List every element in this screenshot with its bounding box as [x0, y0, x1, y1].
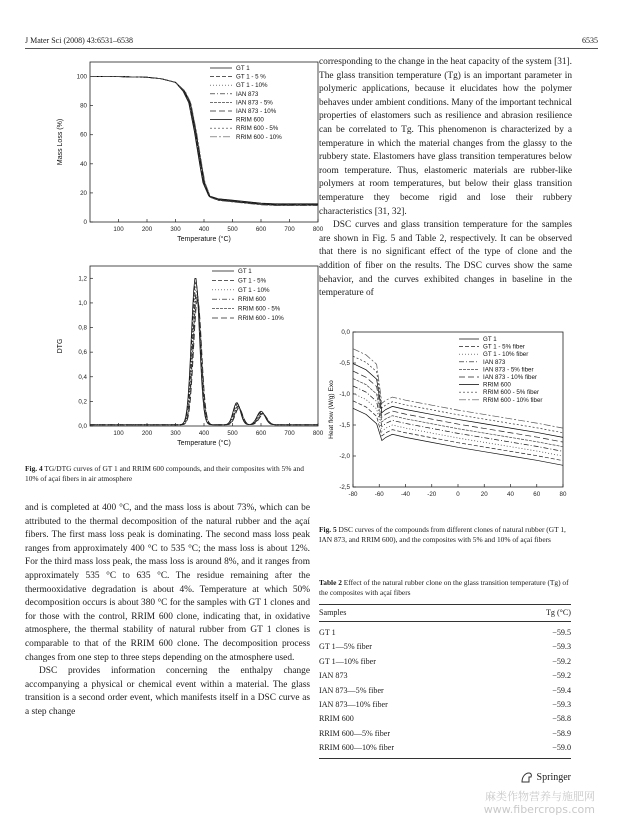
series-line [90, 77, 318, 204]
x-tick-label: 100 [113, 226, 124, 233]
legend-entry: IAN 873 - 5% [236, 99, 273, 107]
y-tick-label: 1,0 [78, 299, 87, 307]
table-header-tg: Tg (°C) [545, 608, 571, 617]
table-cell-tg: −59.0 [552, 743, 571, 753]
table2-caption [319, 578, 571, 598]
table-cell-sample: GT 1—10% fiber [319, 656, 376, 666]
plot-frame [353, 332, 563, 487]
legend-entry: RRIM 600 [238, 296, 266, 304]
table-cell-sample: IAN 873—5% fiber [319, 685, 384, 695]
table-cell-tg: −58.8 [552, 714, 571, 724]
legend-entry: GT 1 - 5% [238, 277, 267, 285]
table-row [319, 669, 571, 683]
y-tick-label: -0,5 [339, 360, 350, 367]
legend-entry: IAN 873 - 10% [236, 108, 277, 115]
x-tick-label: 400 [198, 430, 210, 437]
table-row [319, 684, 571, 698]
x-tick-label: 800 [312, 226, 324, 233]
x-tick-label: -60 [374, 491, 384, 498]
x-tick-label: 700 [284, 430, 295, 437]
x-tick-label: 700 [284, 226, 295, 233]
table-cell-sample: RRIM 600—10% fiber [319, 743, 395, 753]
fig4-caption [25, 464, 310, 484]
table-cell-sample: IAN 873 [319, 671, 348, 681]
legend-entry: GT 1 [483, 336, 497, 343]
series-line [90, 282, 318, 425]
y-tick-label: 0,0 [341, 329, 350, 336]
x-tick-label: 300 [170, 226, 181, 233]
plot-frame [90, 62, 318, 222]
table-row [319, 698, 571, 712]
legend-entry: RRIM 600 [236, 116, 264, 124]
x-tick-label: 20 [480, 491, 488, 498]
right-column-text [319, 56, 572, 301]
y-tick-label: 0,0 [78, 423, 87, 430]
legend-entry: IAN 873 [483, 358, 506, 366]
x-tick-label: 800 [312, 430, 324, 437]
legend-entry: RRIM 600 - 10% [238, 315, 284, 322]
x-axis-label: Temperature (°C) [177, 440, 231, 447]
springer-logo [520, 771, 571, 783]
legend-entry: RRIM 600 [483, 381, 511, 389]
table-cell-sample: IAN 873—10% fiber [319, 699, 388, 709]
fig5-caption [319, 525, 571, 545]
table-cell-sample: RRIM 600 [319, 714, 354, 724]
legend-entry: RRIM 600 - 5% [236, 125, 279, 133]
x-tick-label: -80 [348, 491, 358, 498]
table-cell-tg: −59.3 [552, 642, 571, 652]
y-tick-label: 0,2 [78, 398, 87, 406]
x-axis-label: Temperature (°C) [177, 236, 231, 243]
series-line [90, 77, 318, 206]
table-cell-tg: −59.2 [552, 671, 571, 681]
table-row [319, 741, 571, 755]
publisher-name: Springer [536, 771, 571, 783]
table-cell-tg: −58.9 [552, 728, 571, 738]
y-tick-label: 0 [83, 219, 87, 226]
y-tick-label: -1,5 [339, 422, 350, 429]
tg-chart [40, 56, 330, 252]
dsc-chart [325, 326, 570, 501]
left-column-text [25, 502, 310, 720]
legend-entry: GT 1 - 10% fiber [483, 351, 529, 359]
legend-entry: IAN 873 [236, 90, 259, 98]
fig5-caption-text: DSC curves of the compounds from different clones of natural rubber (GT 1, IAN 873, and RRIM 600), and the composites with 5% and 10% of açaí fibers [319, 525, 566, 545]
y-axis-label: Heat flow (W/g) Exo [328, 380, 335, 439]
series-line [90, 286, 318, 424]
table2-caption-text: Effect of the natural rubber clone on the glass transition temperature (Tg) of the composites with açaí fibers [319, 578, 569, 598]
journal-citation: J Mater Sci (2008) 43:6531–6538 [25, 36, 133, 45]
watermark [484, 790, 595, 816]
y-tick-label: 0,4 [78, 373, 87, 381]
springer-horse-icon [520, 771, 533, 783]
legend-entry: RRIM 600 - 5% [238, 305, 281, 313]
table-row [319, 655, 571, 669]
table-cell-sample: RRIM 600—5% fiber [319, 728, 391, 738]
y-tick-label: 40 [80, 160, 87, 168]
table-row [319, 727, 571, 741]
x-tick-label: 60 [533, 491, 541, 498]
legend-entry: GT 1 - 5 % [236, 73, 266, 81]
x-tick-label: 100 [113, 430, 124, 437]
x-tick-label: 500 [227, 430, 238, 437]
table2-caption-label: Table 2 [319, 578, 342, 587]
legend-entry: IAN 873 - 5% fiber [483, 366, 534, 374]
x-tick-label: 600 [255, 226, 267, 233]
x-tick-label: 500 [227, 226, 238, 233]
table-cell-sample: GT 1 [319, 628, 336, 637]
x-tick-label: 0 [456, 491, 460, 498]
table2 [319, 604, 571, 759]
watermark-line2: www.fibercrops.com [483, 803, 595, 816]
x-tick-label: -40 [401, 491, 410, 498]
legend-entry: GT 1 - 10% [236, 82, 268, 90]
legend-entry: RRIM 600 - 10% fiber [483, 396, 543, 404]
table-cell-tg: −59.4 [552, 685, 571, 695]
x-tick-label: 40 [507, 491, 514, 498]
x-tick-label: 200 [141, 430, 153, 437]
table-row [319, 712, 571, 726]
legend-entry: IAN 873 - 10% fiber [483, 374, 537, 381]
header-rule [25, 48, 598, 49]
x-tick-label: 400 [198, 226, 210, 233]
watermark-line1: 麻类作物营养与施肥网 [485, 790, 595, 803]
paragraph: corresponding to the change in the heat capacity of the system [31]. The glass transition temperature (Tg) is an important parameter in polymeric applications, because it elucidates how the polymer behaves under ambient conditions. Many of the important technical properties of elastomers such as resilience and abrasion resilience can be correlated to Tg. This phenomenon is characterized by a temperature in which the material changes from the glassy to the rubbery state. Elastomers have glass transition temperatures below room temperature. Thus, elastomeric materials are rubber-like polymers at room temperatures, but below their glass transition temperature they become rigid and lose their rubbery characteristics [31, 32]. [319, 57, 572, 217]
paragraph: DSC curves and glass transition temperature for the samples are shown in Fig. 5 and Table 2, respectively. It can be observed that there is no significant effect of the type of clone and the addition of fiber on the results. The DSC curves show the same behavior, and the curves exhibited changes in baseline in the temperature of [319, 220, 572, 299]
fig5-caption-label: Fig. 5 [319, 525, 337, 534]
y-tick-label: 80 [80, 102, 87, 110]
legend-entry: GT 1 - 10% [238, 286, 270, 294]
table-header-row [319, 605, 571, 621]
y-tick-label: -2,0 [339, 453, 350, 460]
fig4-caption-label: Fig. 4 [25, 464, 43, 473]
table-cell-tg: −59.3 [552, 699, 571, 709]
table-cell-tg: −59.5 [552, 628, 571, 637]
page-number: 6535 [582, 36, 598, 45]
legend-entry: GT 1 [236, 65, 250, 72]
table-header-samples: Samples [319, 608, 347, 617]
table-row [319, 626, 571, 640]
legend-entry: RRIM 600 - 5% fiber [483, 389, 540, 397]
y-tick-label: 20 [80, 189, 87, 197]
x-tick-label: -20 [427, 491, 437, 498]
paragraph: DSC provides information concerning the enthalpy change accompanying a physical or chemical event within a material. The glass transition is a second order event, which manifests itself in a DSC curve as a step change [25, 666, 310, 717]
dtg-chart [40, 260, 330, 456]
y-tick-label: -2,5 [339, 484, 350, 491]
series-line [90, 279, 318, 425]
legend-entry: GT 1 [238, 268, 252, 275]
legend-entry: GT 1 - 5% fiber [483, 343, 525, 351]
y-axis-label: DTG [57, 338, 64, 354]
y-axis-label: Mass Loss (%) [57, 118, 64, 166]
y-tick-label: -1,0 [339, 391, 350, 398]
x-tick-label: 200 [141, 226, 153, 233]
y-tick-label: 60 [80, 131, 87, 139]
fig4-caption-text: TG/DTG curves of GT 1 and RRIM 600 compounds, and their composites with 5% and 10% of açaí fibers in air atmosphere [25, 464, 304, 484]
x-tick-label: 80 [559, 491, 567, 498]
y-tick-label: 1,2 [78, 275, 87, 283]
x-tick-label: 300 [170, 430, 181, 437]
table-row [319, 640, 571, 654]
table-cell-tg: −59.2 [552, 656, 571, 666]
y-tick-label: 100 [76, 73, 87, 81]
legend-entry: RRIM 600 - 10% [236, 133, 282, 141]
paragraph: and is completed at 400 °C, and the mass loss is about 73%, which can be attributed to the thermal decomposition of the natural rubber and the açaí fibers. The first mass loss peak is dominating. The second mass loss peak ranges from approximately 400 °C to 535 °C; the mass loss is about 12%. For the third mass loss peak, the mass loss is around 8%, and it ranges from approximately 535 °C to 635 °C. The residue remaining after the thermooxidative degradation is about 4%. Temperature at which 50% decomposition occurs is about 380 °C for the samples with GT 1 clones and for those with the control, RRIM 600 clone, indicating that, in oxidative atmosphere, the thermal stability of natural rubber from GT 1 clones is comparable to that of the RRIM 600 clone. The decomposition process changes from one step to three steps depending on the atmosphere used. [25, 503, 310, 663]
y-tick-label: 0,6 [78, 349, 87, 357]
x-tick-label: 600 [255, 430, 267, 437]
y-tick-label: 0,8 [78, 324, 87, 332]
table-cell-sample: GT 1—5% fiber [319, 642, 372, 652]
table-bottom-rule [319, 758, 571, 759]
series-line [353, 408, 563, 465]
